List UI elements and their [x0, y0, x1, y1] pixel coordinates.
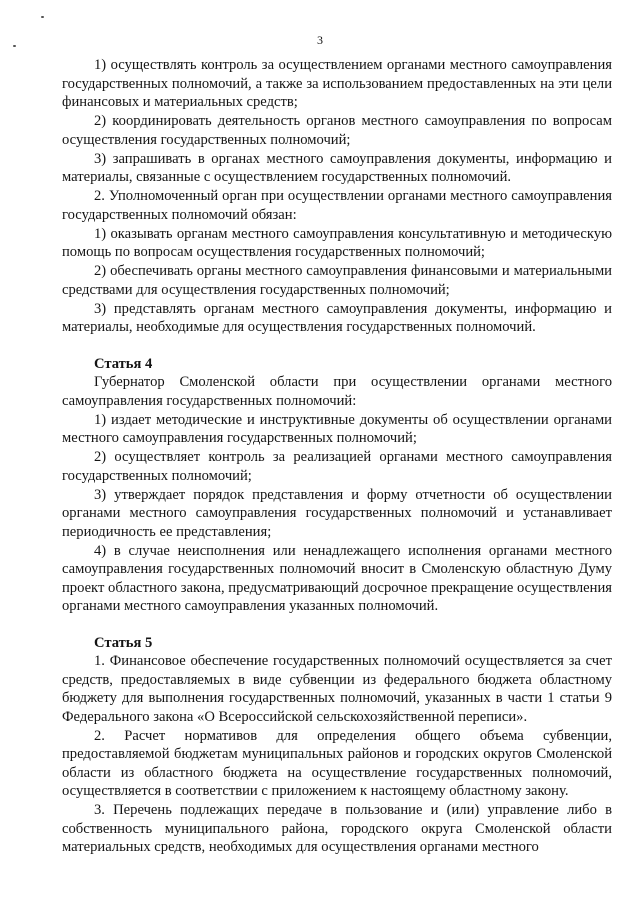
- paragraph: 1) осуществлять контроль за осуществлением органами местного самоуправления государственных полномочий, а также за использованием предоставленных на эти цели финансовых и материальных средств;: [62, 57, 612, 110]
- paragraph: 3) утверждает порядок представления и форму отчетности об осуществлении органами местного самоуправления государственных полномочий и устанавливает периодичность ее представления;: [62, 486, 612, 540]
- paragraph: Губернатор Смоленской области при осуществлении органами местного самоуправления государственных полномочий:: [62, 374, 612, 409]
- paragraph: 2) обеспечивать органы местного самоуправления финансовыми и материальными средствами для осуществления государственных полномочий;: [62, 263, 612, 298]
- paragraph: 3. Перечень подлежащих передаче в пользование и (или) управление либо в собственность муниципального района, городского округа Смоленской области материальных средств, необходимых для осуществления органами местного: [62, 802, 612, 855]
- article-heading: Статья 4: [94, 355, 153, 372]
- paragraph: 2) осуществляет контроль за реализацией органами местного самоуправления государственных полномочий;: [62, 449, 612, 484]
- paragraph: 1. Финансовое обеспечение государственных полномочий осуществляется за счет средств, предоставляемых в виде субвенции из федерального бюджета областному бюджету для выполнения государственных полномочий, указанных в части 1 статьи 9 Федерального закона «О Всероссийской сельскохозяйственной переписи».: [62, 653, 612, 725]
- paragraph: 2. Расчет нормативов для определения общего объема субвенции, предоставляемой бюджетам муниципальных районов и городских округов Смоленской области из областного бюджета на осуществление государственных полномочий, осуществляется в соответствии с приложением к настоящему областному закону.: [62, 727, 612, 799]
- article-heading: Статья 5: [94, 634, 153, 651]
- paragraph: 1) издает методические и инструктивные документы об осуществлении органами местного самоуправления государственных полномочий;: [62, 411, 612, 446]
- document-body: [62, 56, 612, 857]
- paragraph: 1) оказывать органам местного самоуправления консультативную и методическую помощь по вопросам осуществления государственных полномочий;: [62, 225, 612, 260]
- paragraph: 2. Уполномоченный орган при осуществлении органами местного самоуправления государственных полномочий обязан:: [62, 188, 612, 223]
- paragraph: 3) представлять органам местного самоуправления документы, информацию и материалы, необходимые для осуществления государственных полномочий.: [62, 300, 612, 335]
- paragraph: 3) запрашивать в органах местного самоуправления документы, информацию и материалы, связанные с осуществлением государственных полномочий.: [62, 150, 612, 185]
- paragraph: 4) в случае неисполнения или ненадлежащего исполнения органами местного самоуправления государственных полномочий вносит в Смоленскую областную Думу проект областного закона, предусматривающий досрочное прекращение осуществления органами местного самоуправления указанных полномочий.: [62, 542, 612, 614]
- scan-speck: [41, 16, 44, 18]
- page-number: 3: [317, 33, 323, 47]
- paragraph: 2) координировать деятельность органов местного самоуправления по вопросам осуществления государственных полномочий;: [62, 113, 612, 148]
